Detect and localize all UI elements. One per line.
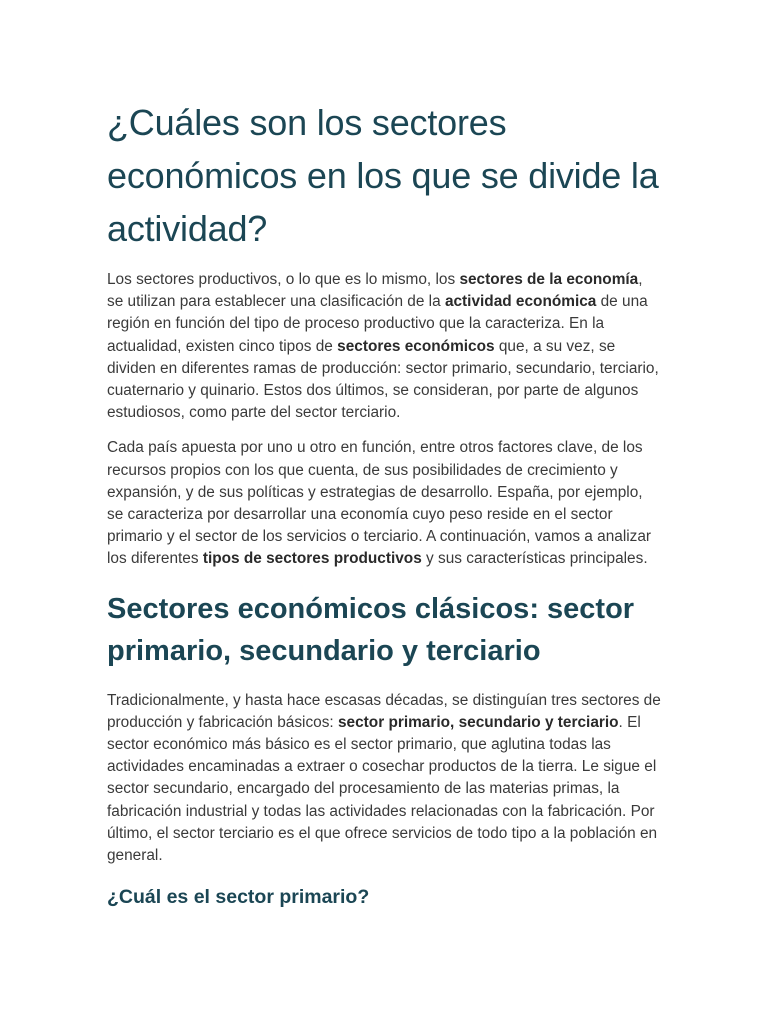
text-run: Tradicionalmente, y hasta hace escasas décadas, se distinguían tres sectores de producción y fabricación básicos: [107,691,661,731]
bold-text: actividad económica [444,293,597,311]
country-paragraph [107,437,663,570]
intro-paragraph [107,269,663,424]
page-title: ¿Cuáles son los sectores económicos en los que se divide la actividad? [107,102,659,249]
bold-text: sectores económicos [337,337,495,355]
text-run: y sus características principales. [421,550,648,568]
text-run: Cada país apuesta por uno u otro en función, entre otros factores clave, de los recursos propios con los que cuenta, de sus posibilidades de crecimiento y expansión, y de sus políticas y estrategias de desarrollo. España, por ejemplo, se caracteriza por desarrollar una economía cuyo peso reside en el sector primario y el sector de los servicios o terciario. A continuación, vamos a analizar los diferentes [107,439,652,568]
classic-sectors-paragraph [107,690,663,868]
section-heading: Sectores económicos clásicos: sector primario, secundario y terciario [107,592,635,667]
text-run: . El sector económico más básico es el sector primario, que aglutina todas las actividades encaminadas a extraer o cosechar productos de la tierra. Le sigue el sector secundario, encargado del procesamiento de las materias primas, la fabricación industrial y todas las actividades relacionadas con la fabricación. Por último, el sector terciario es el que ofrece servicios de todo tipo a la población en general. [107,713,658,865]
text-run: de una región en función del tipo de proceso productivo que la caracteriza. En la actualidad, existen cinco tipos de [107,293,648,355]
bold-text: sectores de la economía [459,271,639,288]
text-run: que, a su vez, se dividen en diferentes ramas de producción: sector primario, secundario, terciario, cuaternario y quinario. Estos dos últimos, se consideran, por parte de algunos estudiosos, como parte del sector terciario. [107,337,659,422]
bold-text: sector primario, secundario y terciario [337,713,619,731]
subsection-heading: ¿Cuál es el sector primario? [107,886,370,909]
text-run: Los sectores productivos, o lo que es lo mismo, los [107,271,460,288]
text-run: , se utilizan para establecer una clasificación de la [107,271,643,311]
bold-text: tipos de sectores productivos [202,550,422,568]
article [107,96,663,911]
